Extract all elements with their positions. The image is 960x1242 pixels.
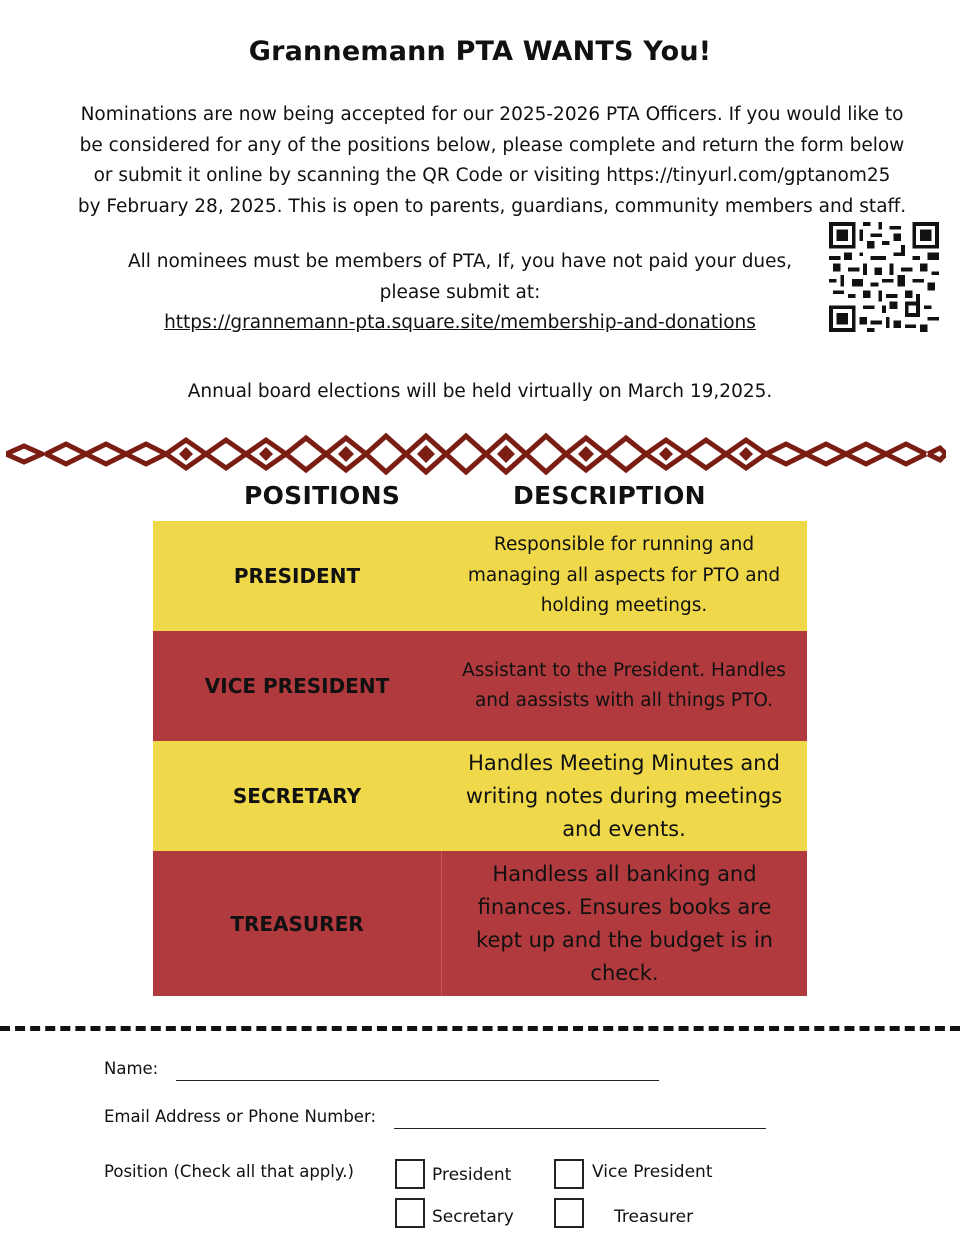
position-label: Position (Check all that apply.)	[104, 1162, 354, 1181]
page-title: Grannemann PTA WANTS You!	[248, 36, 712, 67]
contact-label: Email Address or Phone Number:	[104, 1107, 377, 1126]
membership-notice	[80, 247, 840, 339]
position-name: PRESIDENT	[233, 564, 361, 588]
position-name: SECRETARY	[232, 784, 362, 808]
president-option-label: President	[432, 1165, 512, 1185]
position-description: Assistant to the President. Handles and aassists with all things PTO.	[462, 659, 786, 711]
table-row	[153, 521, 807, 631]
intro-paragraph	[22, 100, 960, 222]
positions-table	[153, 521, 807, 996]
position-name: TREASURER	[230, 911, 364, 936]
elections-notice: Annual board elections will be held virtually on March 19,2025.	[187, 381, 773, 402]
positions-header: POSITIONS	[244, 481, 401, 510]
table-row	[153, 631, 807, 741]
intro-line: or submit it online by scanning the QR Code or visiting https://tinyurl.com/gptanom25	[93, 165, 891, 186]
position-description: Handless all banking and finances. Ensures books are kept up and the budget is in check.	[441, 851, 807, 996]
treasurer-checkbox[interactable]	[554, 1198, 584, 1228]
decorative-border	[6, 432, 946, 476]
membership-link[interactable]: https://grannemann-pta.square.site/membership-and-donations	[164, 312, 756, 333]
name-field[interactable]	[176, 1080, 659, 1081]
cut-line	[0, 1026, 960, 1031]
membership-line: All nominees must be members of PTA, If, you have not paid your dues,	[127, 251, 793, 272]
president-checkbox[interactable]	[395, 1159, 425, 1189]
intro-line: by February 28, 2025. This is open to parents, guardians, community members and staff.	[77, 195, 907, 217]
contact-field[interactable]	[394, 1128, 766, 1129]
membership-line: please submit at:	[379, 281, 541, 303]
description-header: DESCRIPTION	[513, 481, 706, 510]
position-name: VICE PRESIDENT	[204, 674, 390, 698]
secretary-checkbox[interactable]	[395, 1198, 425, 1228]
treasurer-option-label: Treasurer	[614, 1207, 694, 1227]
vice-president-checkbox[interactable]	[554, 1159, 584, 1189]
position-description: Responsible for running and managing all aspects for PTO and holding meetings.	[467, 534, 781, 617]
qr-code-icon[interactable]	[829, 222, 939, 332]
intro-line: be considered for any of the positions below, please complete and return the form below	[79, 134, 905, 156]
vice-president-option-label: Vice President	[592, 1162, 713, 1182]
intro-line: Nominations are now being accepted for our 2025-2026 PTA Officers. If you would like to	[80, 104, 904, 125]
name-label: Name:	[104, 1059, 159, 1078]
secretary-option-label: Secretary	[432, 1207, 514, 1227]
table-row	[153, 741, 807, 851]
position-description: Handles Meeting Minutes and writing notes during meetings and events.	[465, 750, 783, 841]
table-row	[153, 851, 807, 996]
